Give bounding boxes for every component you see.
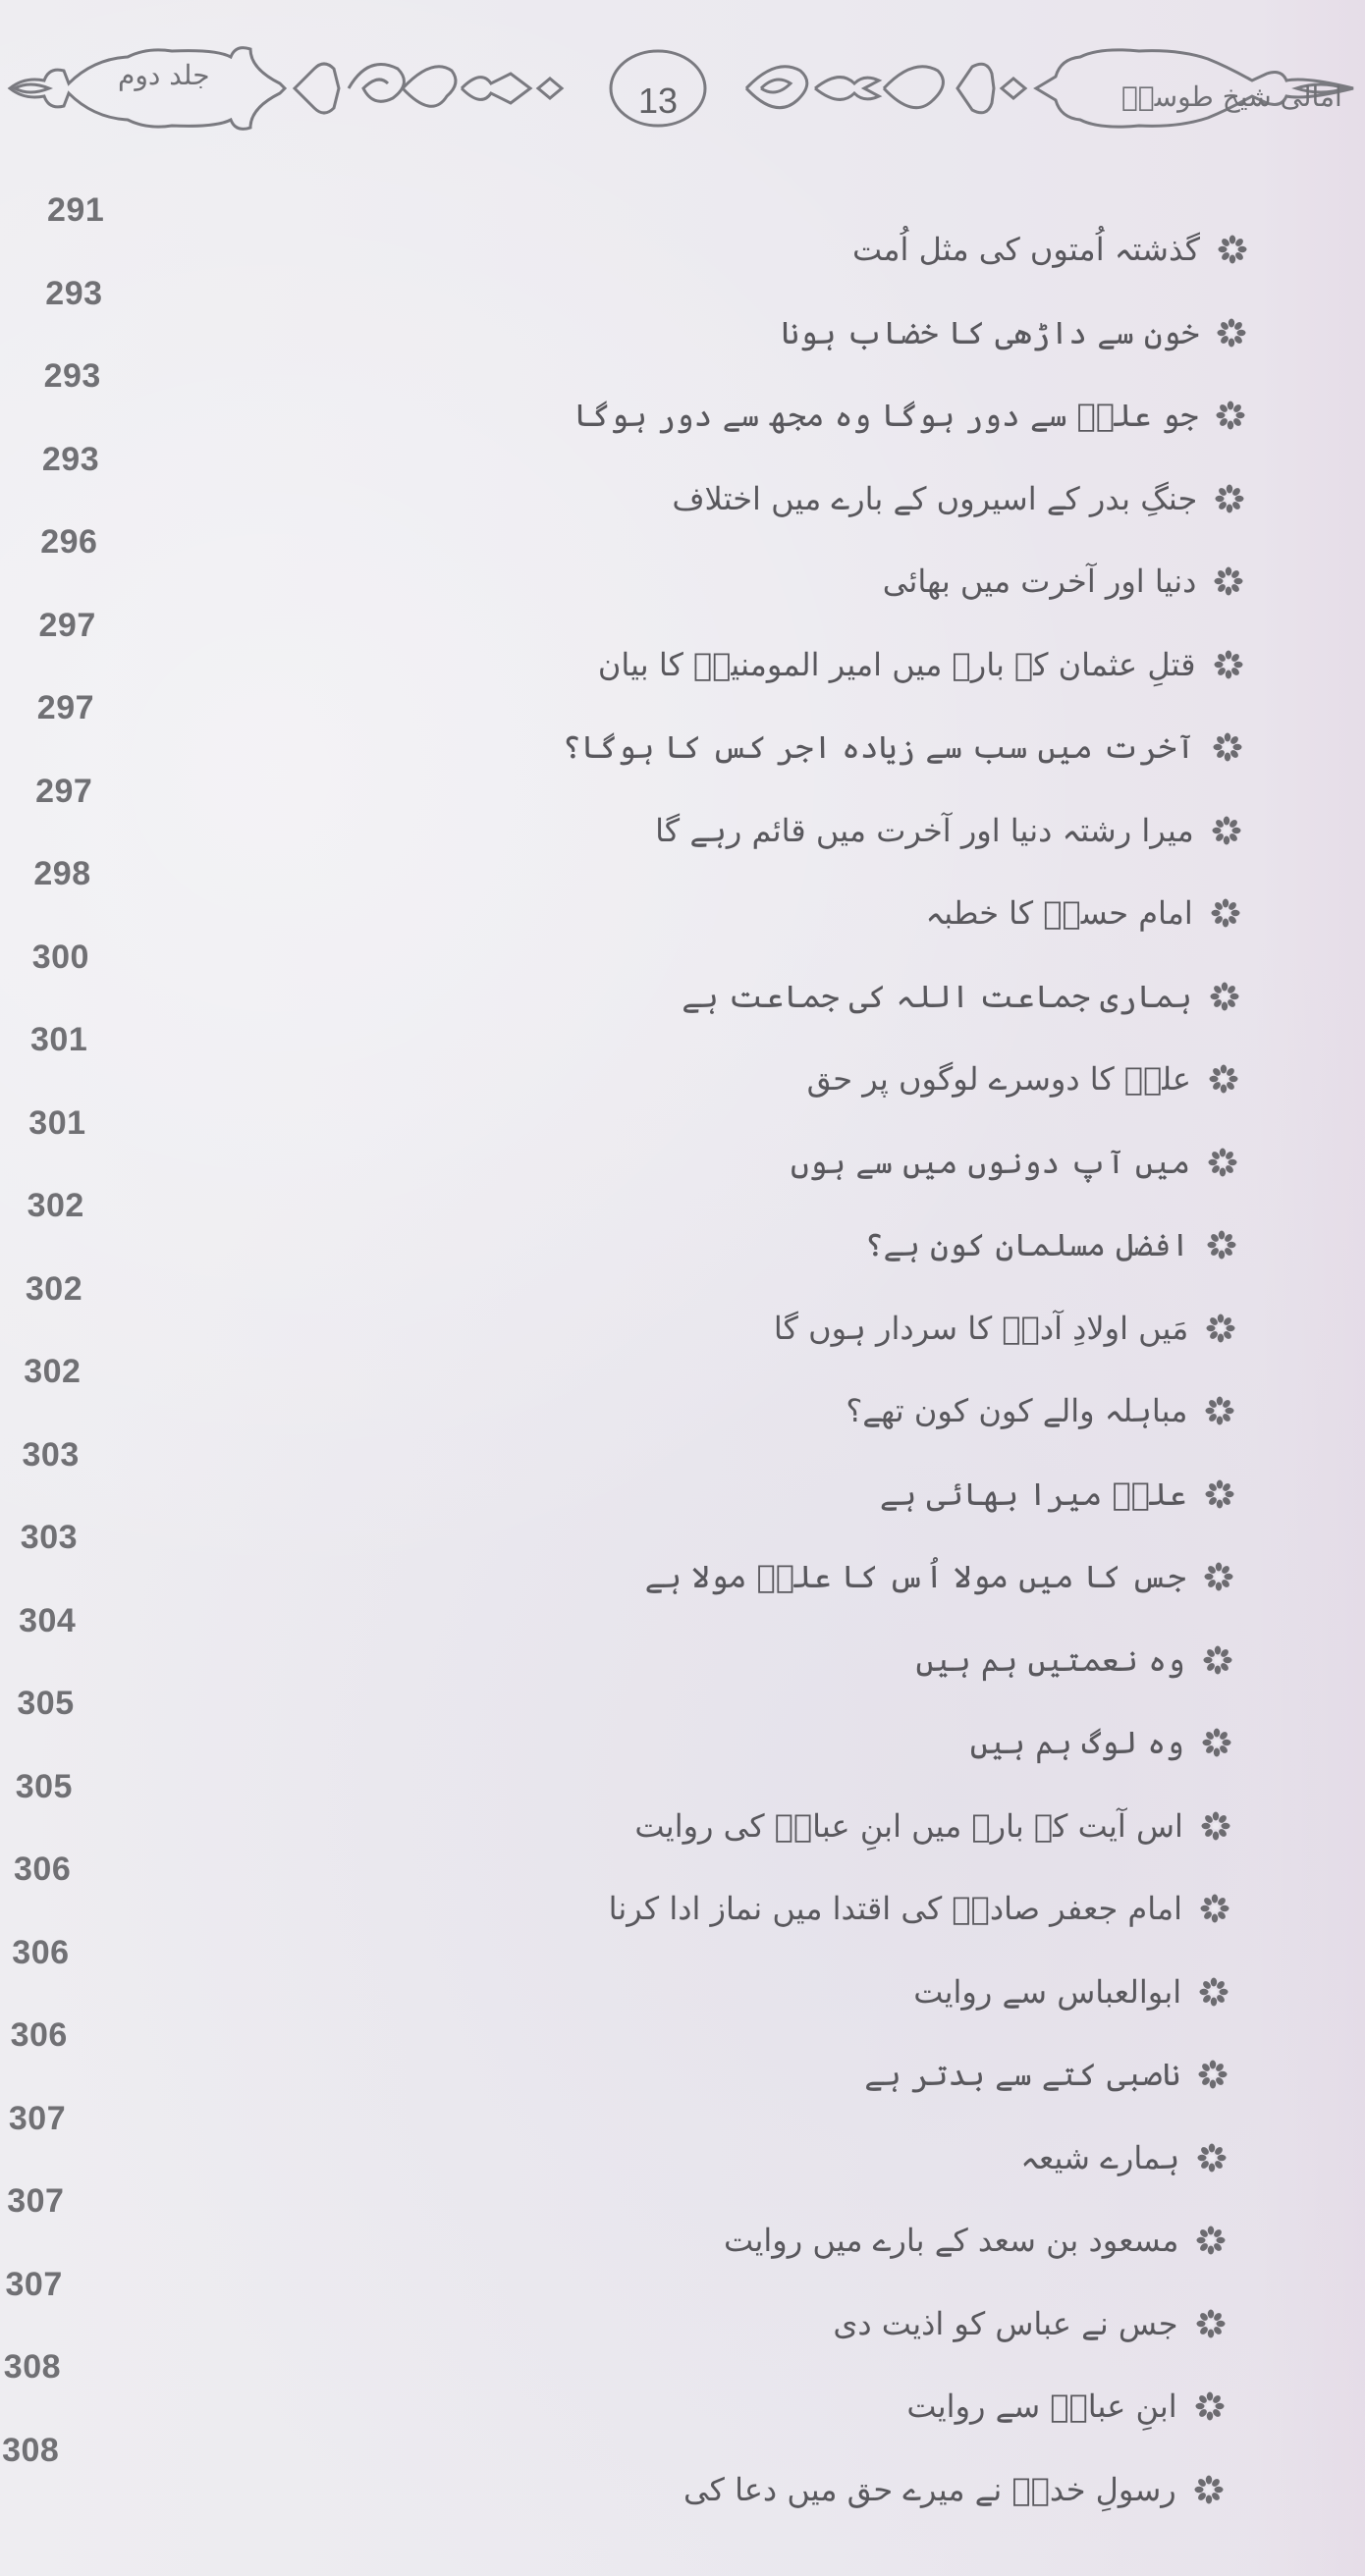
toc-entry xyxy=(0,523,1365,606)
entry-title: امام جعفر صادقؑ کی اقتدا میں نماز ادا کرنا xyxy=(608,1890,1182,1927)
entry-title: گذشتہ اُمتوں کی مثل اُمت xyxy=(851,231,1200,268)
entry-page-number: 303 xyxy=(22,1435,80,1474)
entry-page-number: 305 xyxy=(15,1767,73,1805)
entry-page-number: 306 xyxy=(14,1851,72,1888)
entry-page-number: 307 xyxy=(8,2099,67,2137)
flower-bullet-icon xyxy=(1202,1728,1231,1757)
entry-page-number: 303 xyxy=(20,1519,79,1556)
entry-title: رسولِ خداؐ نے میرے حق میں دعا کی xyxy=(682,2470,1176,2508)
flower-bullet-icon xyxy=(1200,1894,1229,1923)
toc-entry xyxy=(0,1436,1365,1519)
flower-bullet-icon xyxy=(1207,1230,1236,1260)
entry-page-number: 293 xyxy=(43,357,101,395)
toc-entry xyxy=(0,191,1365,274)
entry-page-number: 302 xyxy=(24,1353,82,1390)
entry-title: قتلِ عثمان کے بارے میں امیر المومنینؑ کا بیان xyxy=(597,645,1196,683)
entry-page-number: 297 xyxy=(36,689,95,726)
entry-page-number: 305 xyxy=(17,1685,75,1722)
flower-bullet-icon xyxy=(1201,1811,1230,1841)
toc-entry xyxy=(0,2182,1365,2265)
flower-bullet-icon xyxy=(1212,816,1241,845)
entry-page-number: 293 xyxy=(41,440,100,478)
entry-title: جس نے عباس کو اذیت دی xyxy=(833,2304,1178,2342)
entry-page-number: 306 xyxy=(12,1933,70,1971)
flower-bullet-icon xyxy=(1199,1977,1228,2007)
entry-page-number: 307 xyxy=(5,2265,63,2303)
flower-bullet-icon xyxy=(1215,484,1244,513)
flower-bullet-icon xyxy=(1209,1064,1238,1094)
entry-page-number: 293 xyxy=(45,274,103,312)
entry-title-line xyxy=(852,231,1247,268)
entry-page-number: 307 xyxy=(7,2182,65,2220)
entry-title-line xyxy=(970,1724,1231,1761)
entry-page-number: 306 xyxy=(10,2016,68,2054)
entry-title: وہ لوگ ہم ہیں xyxy=(969,1724,1184,1761)
entry-title: اس آیت کے بارے میں ابنِ عباسؓ کی روایت xyxy=(634,1806,1183,1845)
toc-entry xyxy=(0,357,1365,440)
entry-title-line xyxy=(609,1890,1229,1927)
toc-entry xyxy=(0,1934,1365,2016)
toc-entry xyxy=(0,607,1365,689)
entry-page-number: 301 xyxy=(30,1021,88,1058)
entry-title-line xyxy=(880,1476,1234,1513)
toc-entry xyxy=(0,939,1365,1021)
flower-bullet-icon xyxy=(1197,2143,1227,2173)
entry-page-number: 297 xyxy=(35,772,93,810)
flower-bullet-icon xyxy=(1208,1148,1237,1177)
volume-label: جلد دوم xyxy=(118,59,210,91)
entry-title-line xyxy=(864,2056,1228,2093)
toc-entry xyxy=(0,1519,1365,1601)
entry-page-number: 302 xyxy=(27,1187,84,1224)
toc-entry xyxy=(0,2100,1365,2182)
entry-title-line xyxy=(598,646,1243,683)
toc-entry xyxy=(0,1021,1365,1103)
entry-title-line xyxy=(913,1973,1228,2011)
flower-bullet-icon xyxy=(1214,566,1243,596)
entry-title-line xyxy=(883,563,1244,600)
entry-page-number: 298 xyxy=(33,855,91,892)
entry-title: مسعود بن سعد کے بارے میں روایت xyxy=(724,2222,1179,2259)
toc-entry xyxy=(0,275,1365,357)
toc-entry xyxy=(0,1851,1365,1933)
entry-page-number: 300 xyxy=(31,938,89,976)
flower-bullet-icon xyxy=(1218,235,1247,264)
entry-title-line xyxy=(573,397,1245,434)
flower-bullet-icon xyxy=(1206,1314,1235,1343)
entry-page-number: 304 xyxy=(19,1601,77,1639)
entry-title-line xyxy=(655,812,1241,849)
entry-title: میرا رشتہ دنیا اور آخرت میں قائم رہے گا xyxy=(655,811,1194,849)
flower-bullet-icon xyxy=(1205,1396,1234,1425)
entry-title-line xyxy=(672,480,1244,517)
entry-page-number: 308 xyxy=(3,2348,62,2386)
entry-title-line xyxy=(906,2388,1224,2425)
flower-bullet-icon xyxy=(1216,401,1245,430)
toc-entry xyxy=(0,441,1365,523)
entry-title-line xyxy=(774,1310,1235,1347)
flower-bullet-icon xyxy=(1196,2309,1226,2338)
entry-title: وہ نعمتیں ہم ہیں xyxy=(915,1640,1185,1679)
entry-title-line xyxy=(781,314,1246,351)
toc-entry xyxy=(0,2016,1365,2099)
toc-entry xyxy=(0,1270,1365,1353)
flower-bullet-icon xyxy=(1213,732,1242,762)
entry-title-line xyxy=(724,2222,1226,2259)
entry-page-number: 302 xyxy=(25,1269,83,1308)
entry-title-line xyxy=(563,728,1242,766)
entry-title-line xyxy=(807,1060,1238,1098)
entry-title: مَیں اولادِ آدمؑ کا سردار ہوں گا xyxy=(773,1309,1189,1347)
entry-title-line xyxy=(915,1641,1231,1679)
entry-title: دنیا اور آخرت میں بھائی xyxy=(882,563,1197,600)
entry-title: ابوالعباس سے روایت xyxy=(913,1972,1182,2011)
flower-bullet-icon xyxy=(1194,2475,1224,2504)
entry-page-number: 296 xyxy=(40,523,98,561)
entry-title: ہماری جماعت اللہ کی جماعت ہے xyxy=(682,977,1192,1015)
toc-entry xyxy=(0,855,1365,938)
entry-title-line xyxy=(846,1392,1234,1429)
flower-bullet-icon xyxy=(1214,650,1243,679)
entry-title: علیؑ میرا بھائی ہے xyxy=(879,1475,1187,1513)
toc-entry xyxy=(0,1353,1365,1435)
entry-title-line xyxy=(634,1807,1230,1845)
flower-bullet-icon xyxy=(1203,1645,1232,1675)
entry-title: جو علیؑ سے دور ہوگا وہ مجھ سے دور ہوگا xyxy=(573,397,1199,434)
flower-bullet-icon xyxy=(1198,2060,1228,2089)
entry-title: مباہلہ والے کون کون تھے؟ xyxy=(846,1392,1188,1429)
flower-bullet-icon xyxy=(1195,2391,1225,2421)
entry-page-number: 308 xyxy=(2,2431,60,2469)
entry-title-line xyxy=(926,894,1240,932)
toc-entry xyxy=(0,1602,1365,1685)
book-title: امالی شیخ طوسیؒ xyxy=(1121,80,1342,113)
toc-entry xyxy=(0,1104,1365,1187)
entry-title-line xyxy=(683,2471,1224,2508)
flower-bullet-icon xyxy=(1204,1562,1233,1591)
entry-title: ناصبی کتے سے بدتر ہے xyxy=(864,2056,1181,2093)
entry-title-line xyxy=(645,1558,1233,1595)
toc-entry xyxy=(0,2432,1365,2514)
entry-title: علیؑ کا دوسرے لوگوں پر حق xyxy=(806,1060,1191,1098)
entry-title-line xyxy=(865,1226,1237,1263)
toc-entry xyxy=(0,773,1365,855)
entry-title: ابنِ عباسؓ سے روایت xyxy=(906,2388,1177,2425)
flower-bullet-icon xyxy=(1210,982,1239,1011)
entry-page-number: 291 xyxy=(47,191,105,229)
entry-title: امام حسنؑ کا خطبہ xyxy=(925,894,1193,932)
toc-entry xyxy=(0,2266,1365,2348)
entry-title-line xyxy=(682,978,1239,1015)
entry-title: جس کا میں مولا اُس کا علیؑ مولا ہے xyxy=(644,1558,1186,1595)
toc-entry xyxy=(0,1187,1365,1269)
entry-title-line xyxy=(791,1144,1237,1181)
entry-page-number: 297 xyxy=(38,606,96,644)
entry-title-line xyxy=(833,2305,1225,2342)
flower-bullet-icon xyxy=(1217,318,1246,348)
toc-entry xyxy=(0,1768,1365,1851)
flower-bullet-icon xyxy=(1205,1479,1234,1509)
toc-entry xyxy=(0,689,1365,772)
page-header xyxy=(0,29,1365,137)
toc-entry xyxy=(0,2348,1365,2431)
entry-title: آخرت میں سب سے زیادہ اجر کس کا ہوگا؟ xyxy=(562,728,1195,766)
entry-title: میں آپ دونوں میں سے ہوں xyxy=(791,1143,1191,1181)
toc-entry xyxy=(0,1685,1365,1767)
page-number: 13 xyxy=(637,80,679,121)
entry-title-line xyxy=(1020,2139,1227,2176)
flower-bullet-icon xyxy=(1196,2226,1226,2255)
entry-title: جنگِ بدر کے اسیروں کے بارے میں اختلاف xyxy=(672,479,1198,517)
entry-page-number: 301 xyxy=(28,1103,86,1142)
entry-title: خون سے داڑھی کا خضاب ہونا xyxy=(781,313,1200,351)
flower-bullet-icon xyxy=(1211,898,1240,928)
entry-title: افضل مسلمان کون ہے؟ xyxy=(864,1226,1190,1263)
entry-title: ہمارے شیعہ xyxy=(1020,2138,1180,2176)
